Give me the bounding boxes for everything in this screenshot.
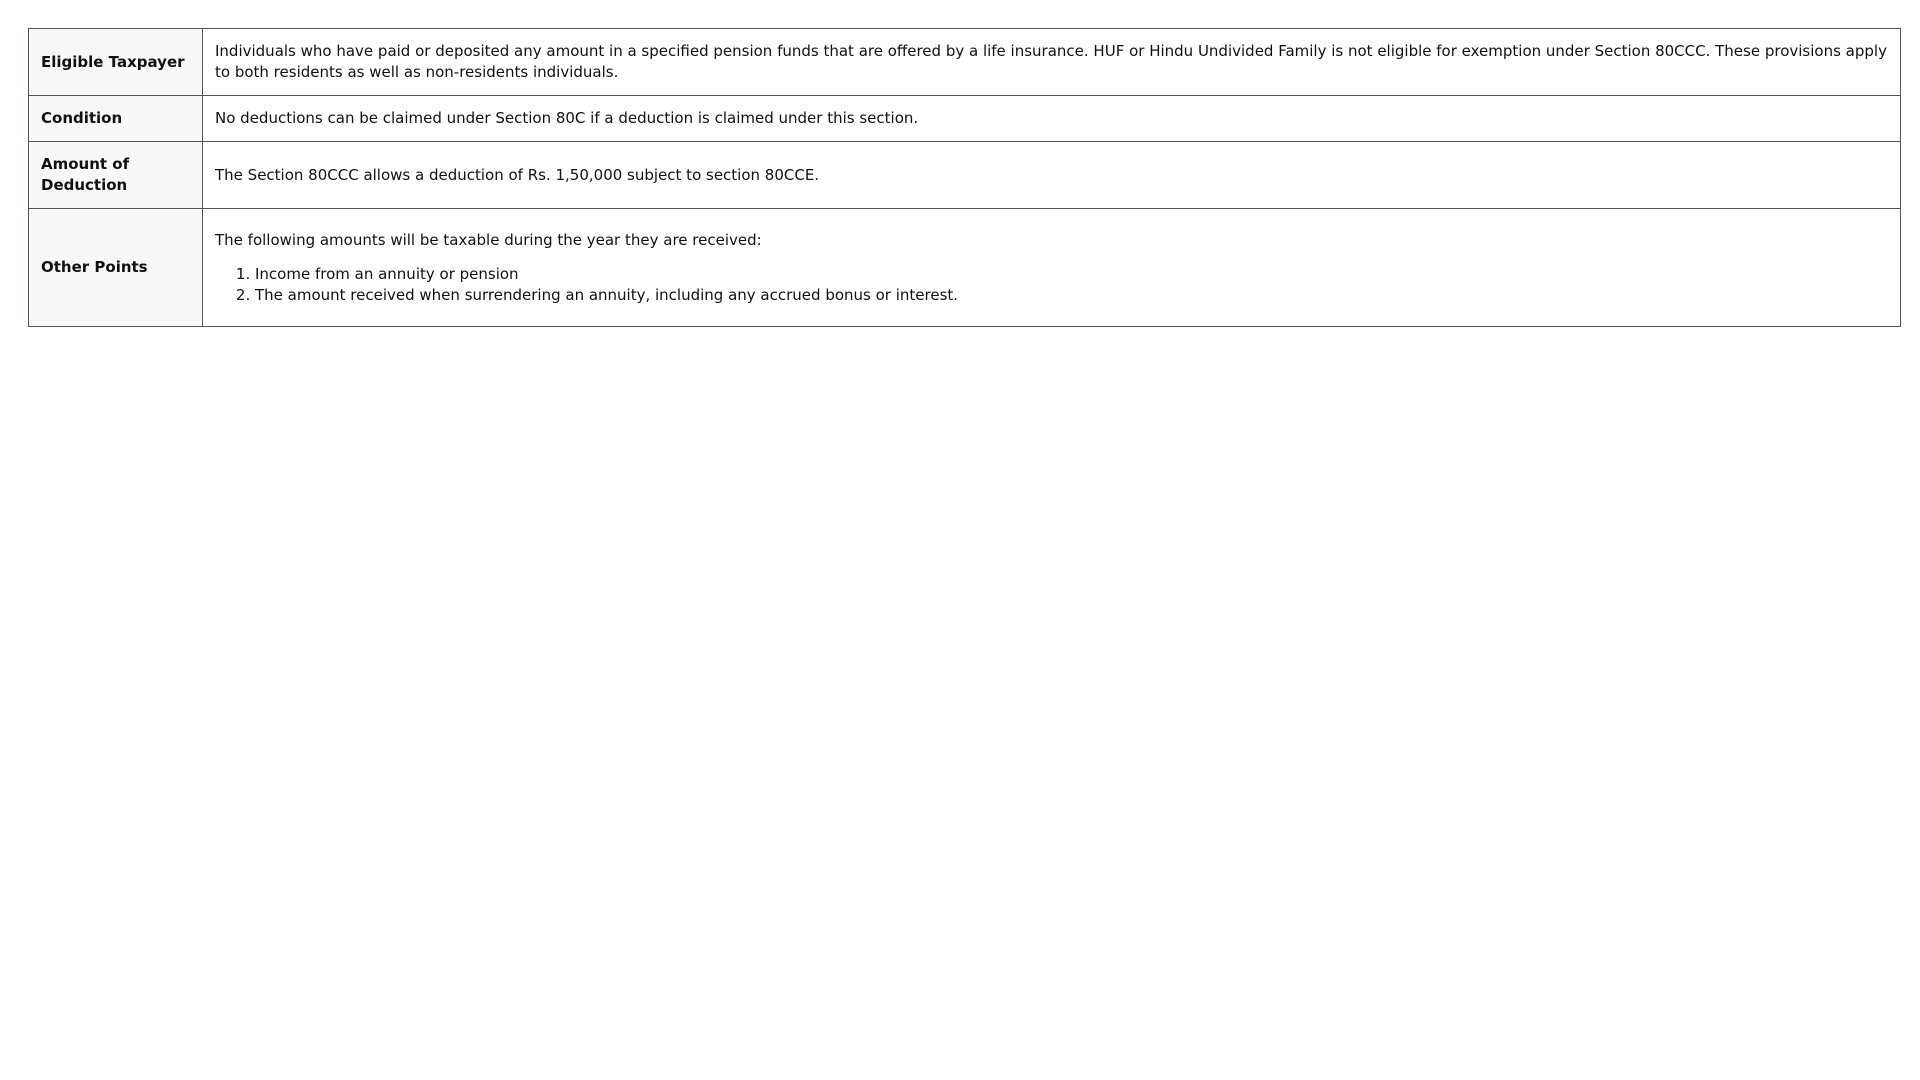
row-value-other-points bbox=[203, 209, 1901, 327]
row-value-condition: No deductions can be claimed under Section 80C if a deduction is claimed under this section. bbox=[203, 96, 1901, 142]
list-item: 1. Income from an annuity or pension bbox=[255, 264, 1888, 285]
table-row-eligible-taxpayer bbox=[29, 29, 1901, 96]
other-points-intro: The following amounts will be taxable during the year they are received: bbox=[215, 230, 762, 249]
section-80ccc-table bbox=[28, 28, 1901, 327]
row-value-eligible-taxpayer: Individuals who have paid or deposited any amount in a specified pension funds that are offered by a life insurance. HUF or Hindu Undivided Family is not eligible for exemption under Section 80CCC. These provisions apply to both residents as well as non-residents individuals. bbox=[203, 29, 1901, 96]
document-page bbox=[28, 28, 1901, 327]
row-label-amount-of-deduction: Amount of Deduction bbox=[29, 142, 203, 209]
row-label-condition: Condition bbox=[29, 96, 203, 142]
table-row-other-points bbox=[29, 209, 1901, 327]
row-label-other-points: Other Points bbox=[29, 209, 203, 327]
table-row-amount-of-deduction bbox=[29, 142, 1901, 209]
row-label-eligible-taxpayer: Eligible Taxpayer bbox=[29, 29, 203, 96]
list-item: 2. The amount received when surrendering an annuity, including any accrued bonus or interest. bbox=[255, 285, 1888, 306]
row-value-amount-of-deduction: The Section 80CCC allows a deduction of Rs. 1,50,000 subject to section 80CCE. bbox=[203, 142, 1901, 209]
table-row-condition bbox=[29, 96, 1901, 142]
other-points-list bbox=[215, 264, 1888, 306]
